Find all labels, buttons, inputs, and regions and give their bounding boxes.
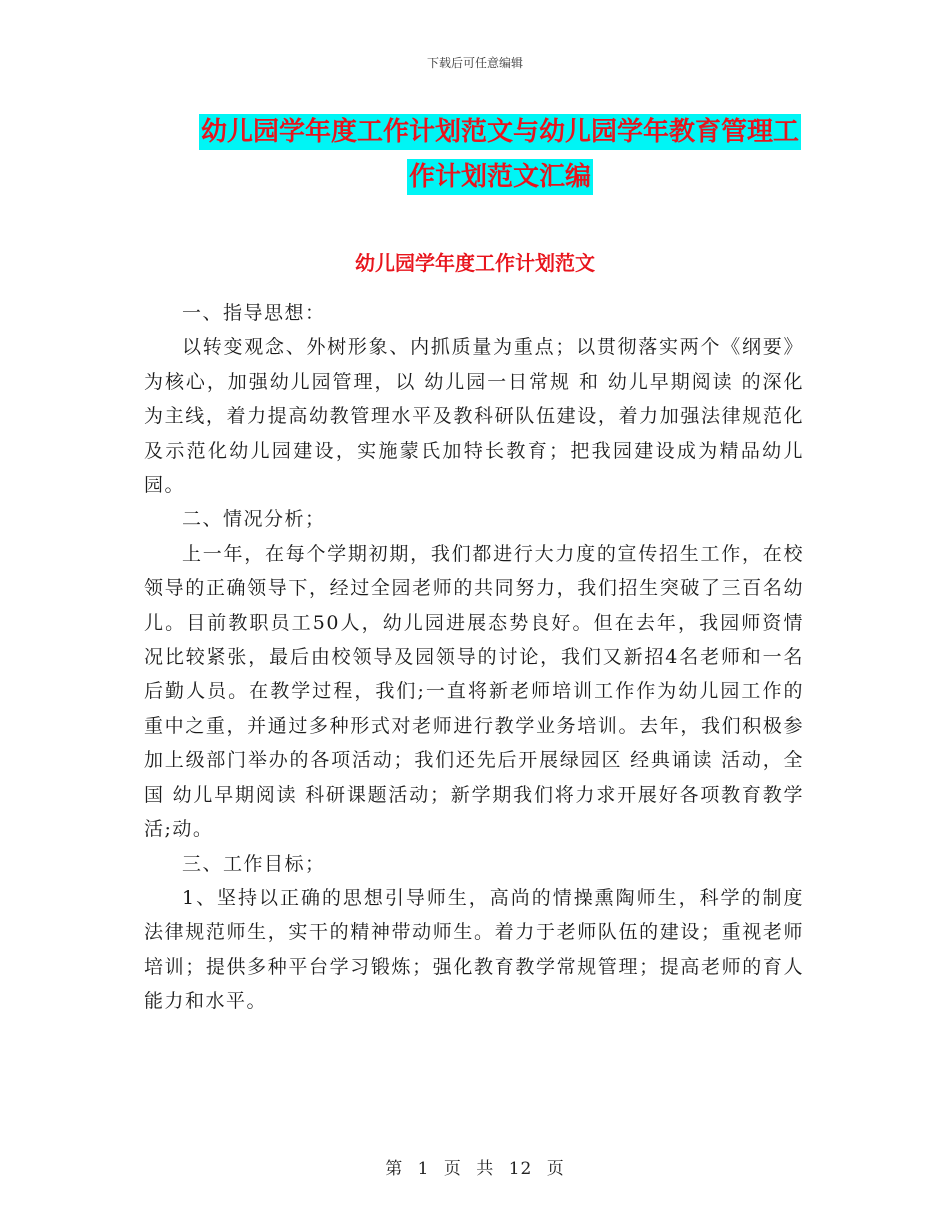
page-label-suffix: 页 xyxy=(546,1159,565,1179)
page-total-number: 12 xyxy=(508,1159,533,1179)
document-title xyxy=(190,110,810,200)
paragraph-heading-guiding-thought: 一、指导思想： xyxy=(182,302,326,324)
page-header-note: 下载后可任意编辑 xyxy=(426,56,523,70)
paragraph-goal-1: 1、坚持以正确的思想引导师生，高尚的情操熏陶师生，科学的制度法律规范师生，实干的精神带动师生。着力于老师队伍的建设；重视老师培训；提供多种平台学习锻炼；强化教育教学常规管理；提高老师的育人能力和水平。 xyxy=(144,886,804,1013)
paragraph-heading-goals: 三、工作目标； xyxy=(182,852,326,875)
page-total-prefix: 共 xyxy=(476,1159,495,1179)
page-current-number: 1 xyxy=(417,1159,430,1179)
paragraph-situation: 上一年，在每个学期初期，我们都进行大力度的宣传招生工作，在校领导的正确领导下，经过全园老师的共同努力，我们招生突破了三百名幼儿。目前教职员工50人，幼儿园进展态势良好。但在去年，我园师资情况比较紧张，最后由校领导及园领导的讨论，我们又新招4名老师和一名后勤人员。在教学过程，我们;一直将新老师培训工作作为幼儿园工作的重中之重，并通过多种形式对老师进行教学业务培训。去年，我们积极参加上级部门举办的各项活动；我们还先后开展绿园区 经典诵读 活动，全国 幼儿早期阅读 科研课题活动；新学期我们将力求开展好各项教育教学活;动。 xyxy=(144,542,804,841)
page-label-prefix: 第 xyxy=(385,1159,404,1179)
paragraph-heading-situation: 二、情况分析； xyxy=(182,508,326,531)
page-label-mid: 页 xyxy=(443,1159,462,1179)
document-title-line-2: 作计划范文汇编 xyxy=(407,159,593,195)
document-title-line-1: 幼儿园学年度工作计划范文与幼儿园学年教育管理工 xyxy=(199,114,801,150)
section-title: 幼儿园学年度工作计划范文 xyxy=(355,251,595,275)
paragraph-guiding-thought: 以转变观念、外树形象、内抓质量为重点；以贯彻落实两个《纲要》为核心，加强幼儿园管理，以 幼儿园一日常规 和 幼儿早期阅读 的深化为主线，着力提高幼教管理水平及教科研队伍建设，着力加强法律规范化及示范化幼儿园建设，实施蒙氏加特长教育；把我园建设成为精品幼儿园。 xyxy=(144,336,804,497)
page-footer xyxy=(0,1154,950,1179)
document-body xyxy=(144,296,804,1019)
